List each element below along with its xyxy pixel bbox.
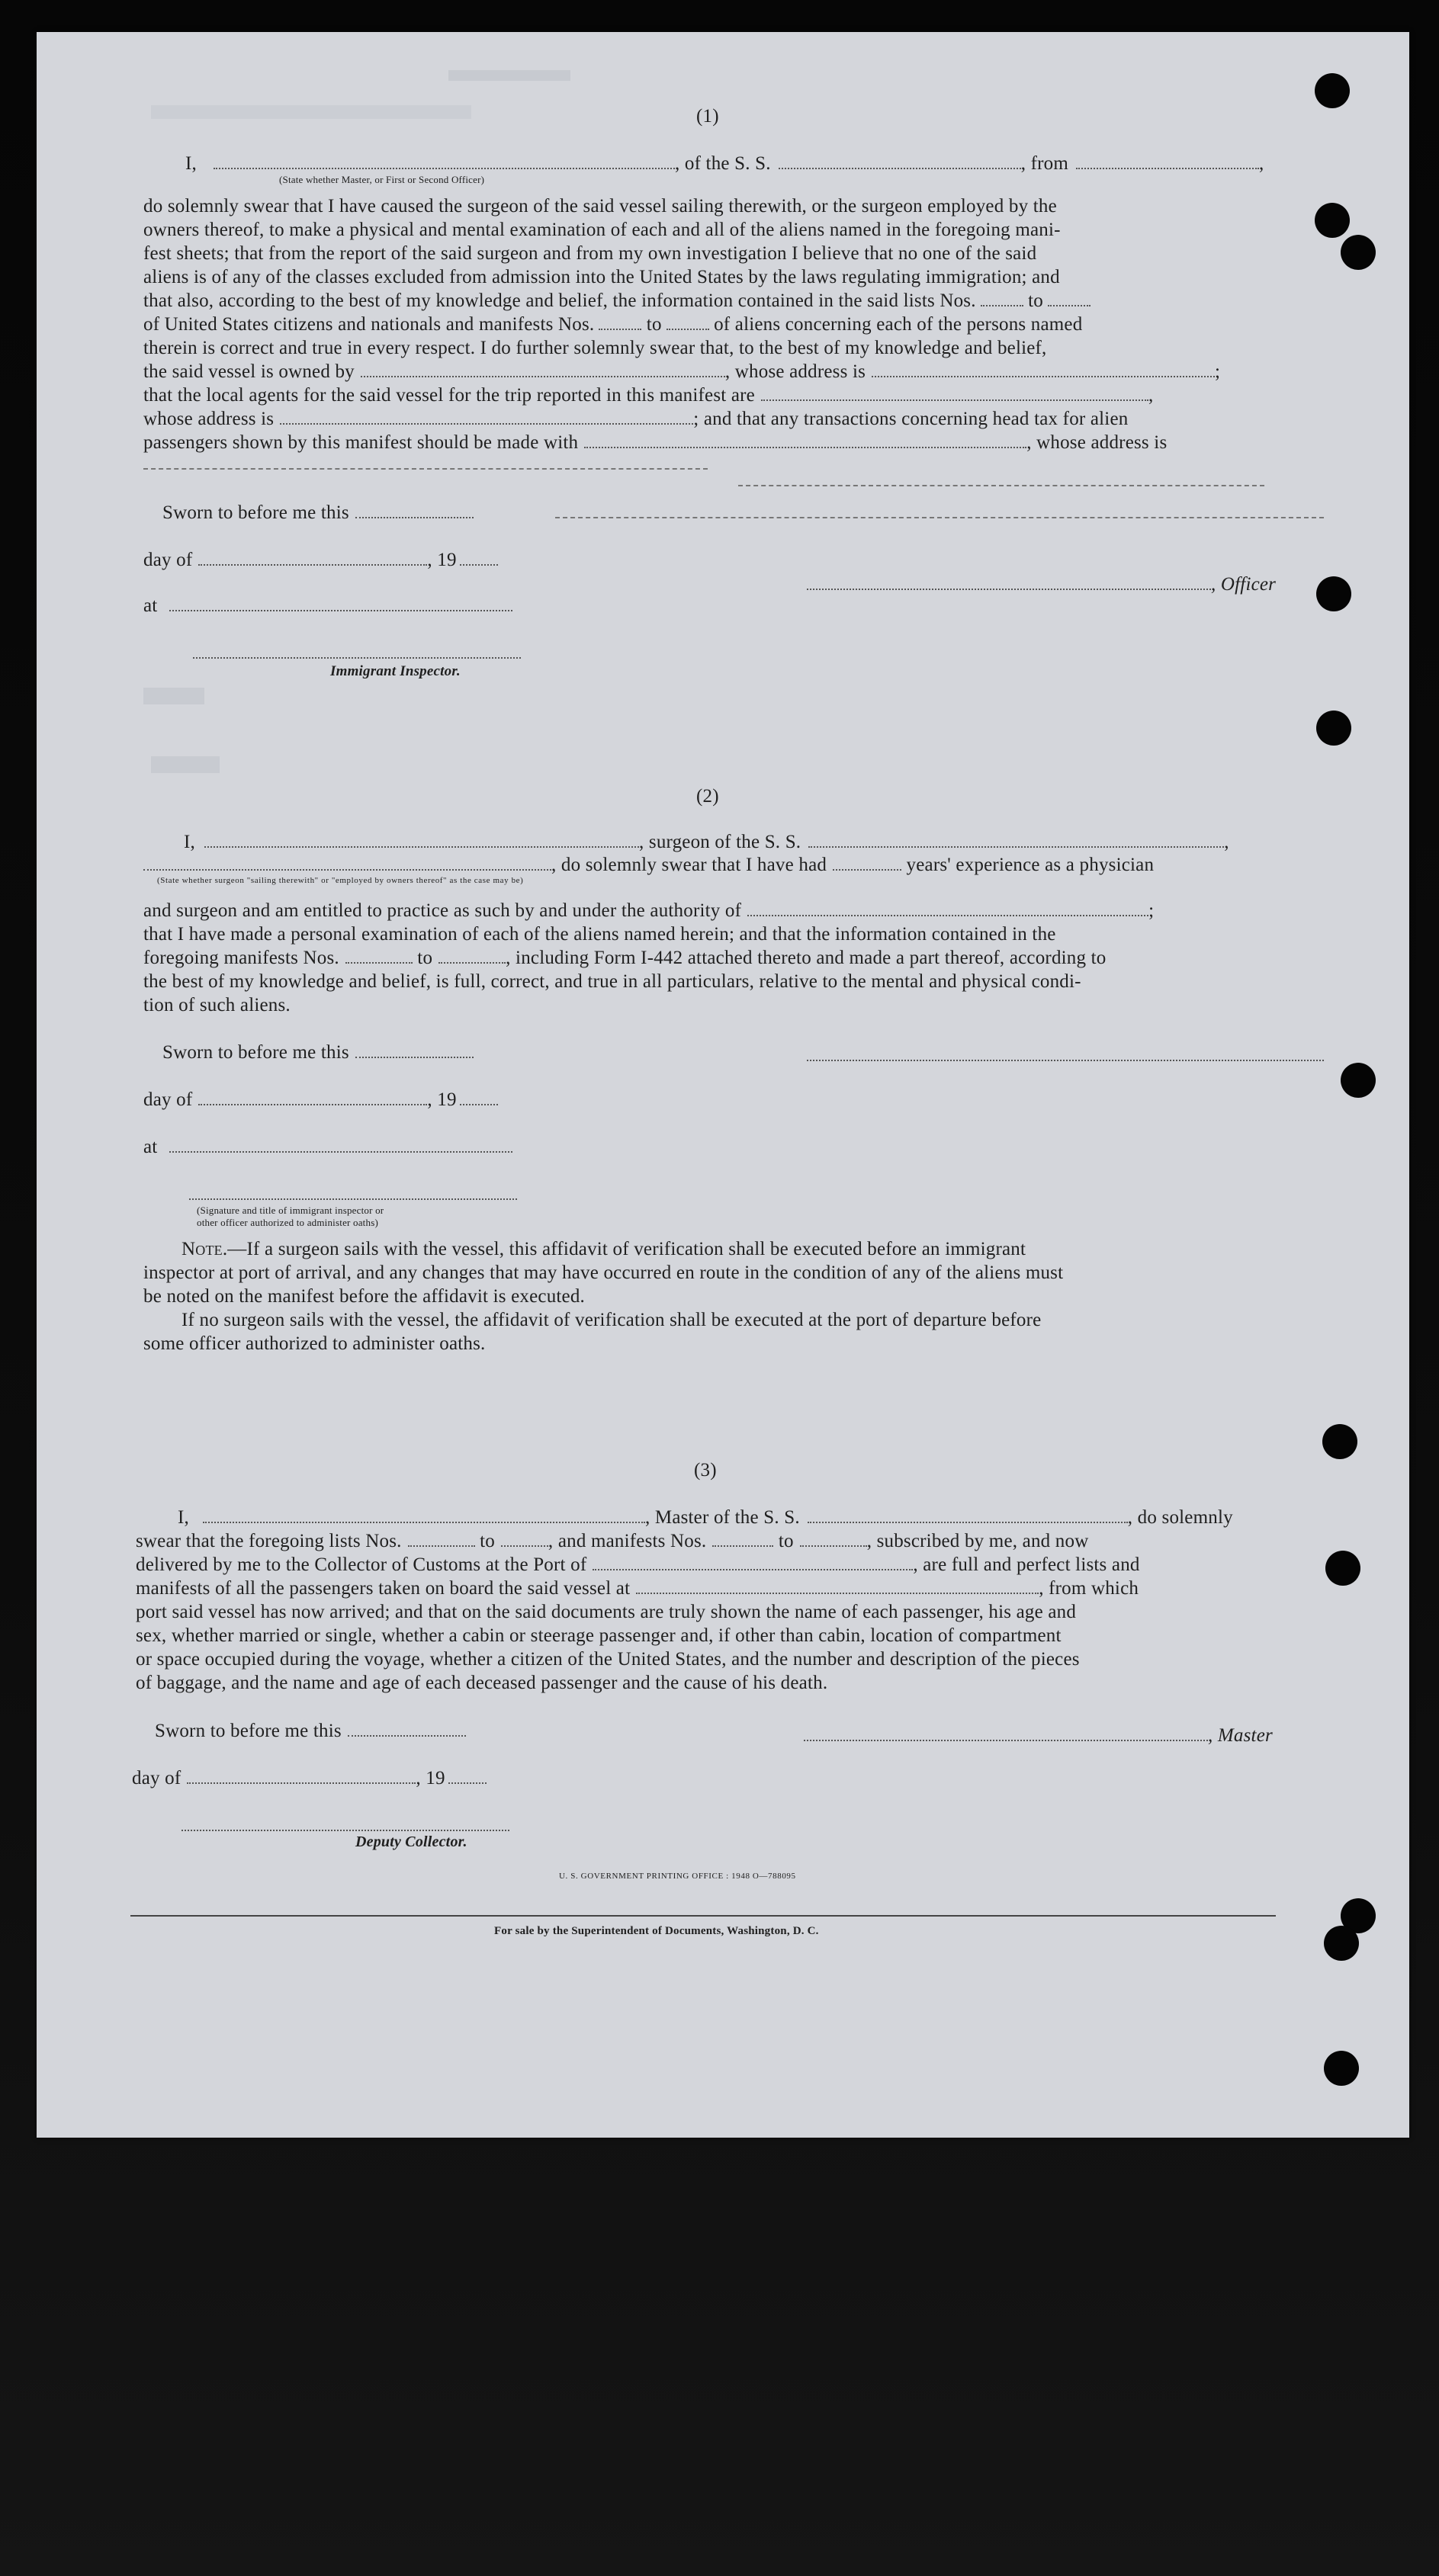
s1-para-line: therein is correct and true in every respect. I do further solemnly swear that, to the best of my knowledge and belief, (143, 338, 1047, 358)
s2-line2 (143, 854, 1154, 877)
s1-address-blank[interactable] (143, 468, 708, 470)
s3-para-line: of baggage, and the name and age of each deceased passenger and the cause of his death. (136, 1673, 828, 1693)
s2-semicolon: ; (1148, 900, 1155, 921)
s3-sworn-line (155, 1720, 466, 1743)
s2-manifests-to-blank[interactable] (438, 947, 506, 964)
s1-of-aliens: of aliens concerning each of the persons named (714, 314, 1083, 335)
binder-hole (1322, 1424, 1357, 1459)
s1-officer-blank[interactable] (214, 152, 675, 169)
s2-at: at (143, 1137, 158, 1157)
s1-comma: , (1148, 385, 1154, 406)
s3-lists-to-blank[interactable] (501, 1530, 548, 1547)
s1-line1 (185, 152, 1264, 175)
s3-year: , 19 (416, 1768, 445, 1788)
s1-month-blank[interactable] (198, 549, 427, 566)
s2-surgeon-type-blank[interactable] (143, 854, 551, 871)
s3-para-line: or space occupied during the voyage, whether a citizen of the United States, and the number and description of the pieces (136, 1649, 1080, 1670)
s2-years-blank[interactable] (833, 854, 901, 871)
s2-at-line (143, 1136, 512, 1159)
s1-lists-to-blank[interactable] (1048, 290, 1090, 306)
s1-address-line (143, 408, 1128, 431)
printing-office-imprint: U. S. GOVERNMENT PRINTING OFFICE : 1948 O—788095 (559, 1872, 796, 1881)
section-number-3: (3) (694, 1460, 717, 1480)
note-line-5: some officer authorized to administer oaths. (143, 1333, 486, 1354)
s2-manifests-text: foregoing manifests Nos. (143, 948, 339, 968)
s1-para-line: owners thereof, to make a physical and mental examination of each and all of the aliens named in the foregoing mani- (143, 220, 1061, 240)
s1-officer-signature-blank[interactable] (807, 573, 1211, 590)
s2-years: years' experience as a physician (906, 855, 1155, 875)
s1-agents-line (143, 384, 1153, 407)
s1-para-line: do solemnly swear that I have caused the surgeon of the said vessel sailing therewith, or the surgeon employed by the (143, 196, 1057, 217)
s3-month-blank[interactable] (187, 1767, 416, 1784)
s1-para-line: fest sheets; that from the report of the said surgeon and from my own investigation I believe that no one of the said (143, 243, 1037, 264)
s3-master-line (804, 1724, 1273, 1747)
s3-line2 (136, 1530, 1088, 1553)
bleed-through-mark (143, 688, 204, 704)
binder-hole (1316, 711, 1351, 746)
s3-master-signature-blank[interactable] (804, 1724, 1208, 1741)
s1-head-tax: ; and that any transactions concerning head tax for alien (693, 409, 1129, 429)
s1-whose-address: , whose address is (1026, 432, 1168, 453)
s3-i: I, (178, 1507, 189, 1528)
s1-head-tax-blank[interactable] (584, 431, 1026, 448)
s3-line1 (178, 1506, 1233, 1529)
s2-comma: , (1224, 832, 1229, 852)
s3-lists-from-blank[interactable] (408, 1530, 475, 1547)
s3-from-which: , from which (1039, 1578, 1139, 1599)
s1-year: , 19 (427, 550, 457, 570)
s1-lists-from-blank[interactable] (981, 290, 1023, 306)
s1-manifests-to-blank[interactable] (667, 313, 709, 330)
s2-manifests-line (143, 947, 1107, 970)
s3-master-label: , Master (1208, 1725, 1273, 1746)
s2-swear: , do solemnly swear that I have had (551, 855, 827, 875)
s2-day-of: day of (143, 1089, 193, 1110)
s3-para-line: sex, whether married or single, whether a cabin or steerage passenger and, if other than cabin, location of compartment (136, 1625, 1062, 1646)
s2-sworn-day-blank[interactable] (355, 1041, 474, 1058)
binder-hole (1341, 235, 1376, 270)
s1-comma: , (1259, 153, 1264, 174)
s1-signature-blank[interactable] (555, 517, 1324, 518)
s2-manifests-from-blank[interactable] (345, 947, 413, 964)
s3-port-blank[interactable] (593, 1554, 913, 1570)
bleed-through-mark (151, 105, 471, 119)
s1-officer-note: (State whether Master, or First or Second Officer) (279, 174, 485, 185)
note-label: Note. (181, 1239, 228, 1259)
s3-year-blank[interactable] (448, 1767, 487, 1784)
manifest-affidavit-page (37, 32, 1409, 2138)
footer-rule (130, 1915, 1276, 1917)
s3-to: to (778, 1531, 794, 1551)
s2-surgeon-note: (State whether surgeon "sailing therewith" or "employed by owners thereof" as the case may be) (157, 876, 524, 885)
s1-owner-address-blank[interactable] (872, 361, 1215, 377)
s1-sworn-text: Sworn to before me this (162, 502, 349, 523)
s3-master-of: , Master of the S. S. (644, 1507, 800, 1528)
s1-at-line (143, 595, 512, 618)
s3-sworn-text: Sworn to before me this (155, 1721, 342, 1741)
s2-para-line: tion of such aliens. (143, 995, 291, 1015)
s3-full-perfect: , are full and perfect lists and (913, 1554, 1140, 1575)
bleed-through-mark (448, 70, 570, 81)
s3-do-solemnly: , do solemnly (1127, 1507, 1233, 1528)
s1-owned-line (143, 361, 1220, 383)
s1-owner-blank[interactable] (361, 361, 725, 377)
s2-to: to (417, 948, 433, 968)
s2-including: , including Form I-442 attached thereto and made a part thereof, according to (506, 948, 1107, 968)
s1-passengers-line (143, 431, 1167, 454)
note-p1-a: —If a surgeon sails with the vessel, this affidavit of verification shall be executed before an immigrant (227, 1239, 1026, 1259)
note-line-4: If no surgeon sails with the vessel, the affidavit of verification shall be executed at the port of departure before (181, 1310, 1042, 1330)
s2-sig-note-1: (Signature and title of immigrant inspector or (197, 1205, 384, 1216)
s2-para-line: the best of my knowledge and belief, is full, correct, and true in all particulars, relative to the mental and physical condi- (143, 971, 1081, 992)
s1-inspector-signature-line[interactable] (193, 657, 521, 659)
s3-delivered: delivered by me to the Collector of Customs at the Port of (136, 1554, 587, 1575)
note-line-2: inspector at port of arrival, and any changes that may have occurred en route in the condition of any of the aliens must (143, 1262, 1064, 1283)
s2-surgeon-of: , surgeon of the S. S. (638, 832, 801, 852)
s2-year-blank[interactable] (460, 1089, 498, 1105)
s2-at-blank[interactable] (169, 1136, 512, 1153)
s2-authority-text: and surgeon and am entitled to practice as such by and under the authority of (143, 900, 742, 921)
s3-to: to (480, 1531, 495, 1551)
s1-day-of: day of (143, 550, 193, 570)
binder-hole (1341, 1063, 1376, 1098)
s2-surgeon-signature-line[interactable] (807, 1060, 1324, 1061)
s3-sworn-day-blank[interactable] (348, 1720, 466, 1737)
s2-month-blank[interactable] (198, 1089, 427, 1105)
s1-sworn-day-blank[interactable] (355, 502, 474, 518)
s1-to: to (1028, 290, 1043, 311)
s1-whose-address: , whose address is (724, 361, 866, 382)
sale-notice: For sale by the Superintendent of Documents, Washington, D. C. (494, 1925, 819, 1937)
s2-i: I, (184, 832, 195, 852)
s1-manifests-from-blank[interactable] (599, 313, 641, 330)
s2-para-line: that I have made a personal examination of each of the aliens named herein; and that the information contained in the (143, 924, 1056, 945)
s1-passengers-text: passengers shown by this manifest should be made with (143, 432, 579, 453)
s3-deputy-label: Deputy Collector. (355, 1833, 467, 1850)
s1-address-text: whose address is (143, 409, 275, 429)
s1-agents-blank[interactable] (761, 384, 1148, 401)
s2-vessel-blank[interactable] (808, 831, 1224, 848)
s3-day-of: day of (132, 1768, 181, 1788)
s2-line1 (184, 831, 1229, 854)
s2-sworn-text: Sworn to before me this (162, 1042, 349, 1063)
s1-sworn-line (162, 502, 474, 525)
s1-to: to (646, 314, 662, 335)
s3-line4 (136, 1577, 1139, 1600)
s2-inspector-signature-line[interactable] (189, 1198, 517, 1200)
s3-and-manifests: , and manifests Nos. (548, 1531, 707, 1551)
binder-hole (1324, 1926, 1359, 1961)
s1-owned-text: the said vessel is owned by (143, 361, 355, 382)
s2-sworn-line (162, 1041, 474, 1064)
s1-lists-text: that also, according to the best of my knowledge and belief, the information contained in the said lists Nos. (143, 290, 976, 311)
bleed-through-mark (151, 756, 220, 773)
s1-officer-line (807, 573, 1276, 596)
s1-officer-label: , Officer (1211, 574, 1277, 595)
s1-year-blank[interactable] (460, 549, 498, 566)
binder-hole (1316, 576, 1351, 611)
s1-i: I, (185, 153, 197, 174)
s3-subscribed: , subscribed by me, and now (866, 1531, 1089, 1551)
s3-deputy-signature-line[interactable] (181, 1830, 509, 1831)
s1-day-line (143, 549, 498, 572)
s1-of-ss: , of the S. S. (674, 153, 771, 174)
s3-line3 (136, 1554, 1140, 1577)
s3-day-line (132, 1767, 487, 1790)
s1-at: at (143, 595, 158, 616)
s1-inspector-label: Immigrant Inspector. (330, 663, 461, 679)
s1-agents-address-blank[interactable] (280, 408, 693, 425)
s3-para-line: port said vessel has now arrived; and that on the said documents are truly shown the name of each passenger, his age and (136, 1602, 1077, 1622)
s1-agents-text: that the local agents for the said vessel for the trip reported in this manifest are (143, 385, 755, 406)
s2-authority-line (143, 900, 1154, 922)
s3-swear-lists: swear that the foregoing lists Nos. (136, 1531, 402, 1551)
s1-para-line: aliens is of any of the classes excluded from admission into the United States by the laws regulating immigration; and (143, 267, 1060, 287)
section-number-1: (1) (696, 106, 719, 127)
s1-lists-line (143, 290, 1090, 313)
s1-manifests-line (143, 313, 1082, 336)
s3-manifests-all: manifests of all the passengers taken on board the said vessel at (136, 1578, 631, 1599)
s3-master-name-blank[interactable] (203, 1506, 645, 1523)
s2-authority-blank[interactable] (747, 900, 1148, 916)
s3-port-departure-blank[interactable] (636, 1577, 1039, 1594)
s2-year: , 19 (427, 1089, 457, 1110)
s2-day-line (143, 1089, 498, 1112)
binder-hole (1325, 1551, 1360, 1586)
s1-from: , from (1020, 153, 1069, 174)
s3-manifests-from-blank[interactable] (712, 1530, 773, 1547)
s1-from-blank[interactable] (1076, 152, 1259, 169)
s2-surgeon-name-blank[interactable] (204, 831, 639, 848)
s2-sig-note-2: other officer authorized to administer oaths) (197, 1217, 378, 1228)
s1-semicolon: ; (1215, 361, 1221, 382)
binder-hole (1324, 2051, 1359, 2086)
s1-manifests-text: of United States citizens and nationals and manifests Nos. (143, 314, 595, 335)
s1-address-blank-2[interactable] (738, 485, 1264, 486)
section-number-2: (2) (696, 786, 719, 807)
s1-at-blank[interactable] (169, 595, 512, 611)
s1-vessel-blank[interactable] (779, 152, 1021, 169)
note-line-1 (181, 1238, 1026, 1261)
s3-manifests-to-blank[interactable] (800, 1530, 867, 1547)
s3-vessel-blank[interactable] (808, 1506, 1128, 1523)
note-line-3: be noted on the manifest before the affidavit is executed. (143, 1286, 585, 1307)
binder-hole (1315, 73, 1350, 108)
